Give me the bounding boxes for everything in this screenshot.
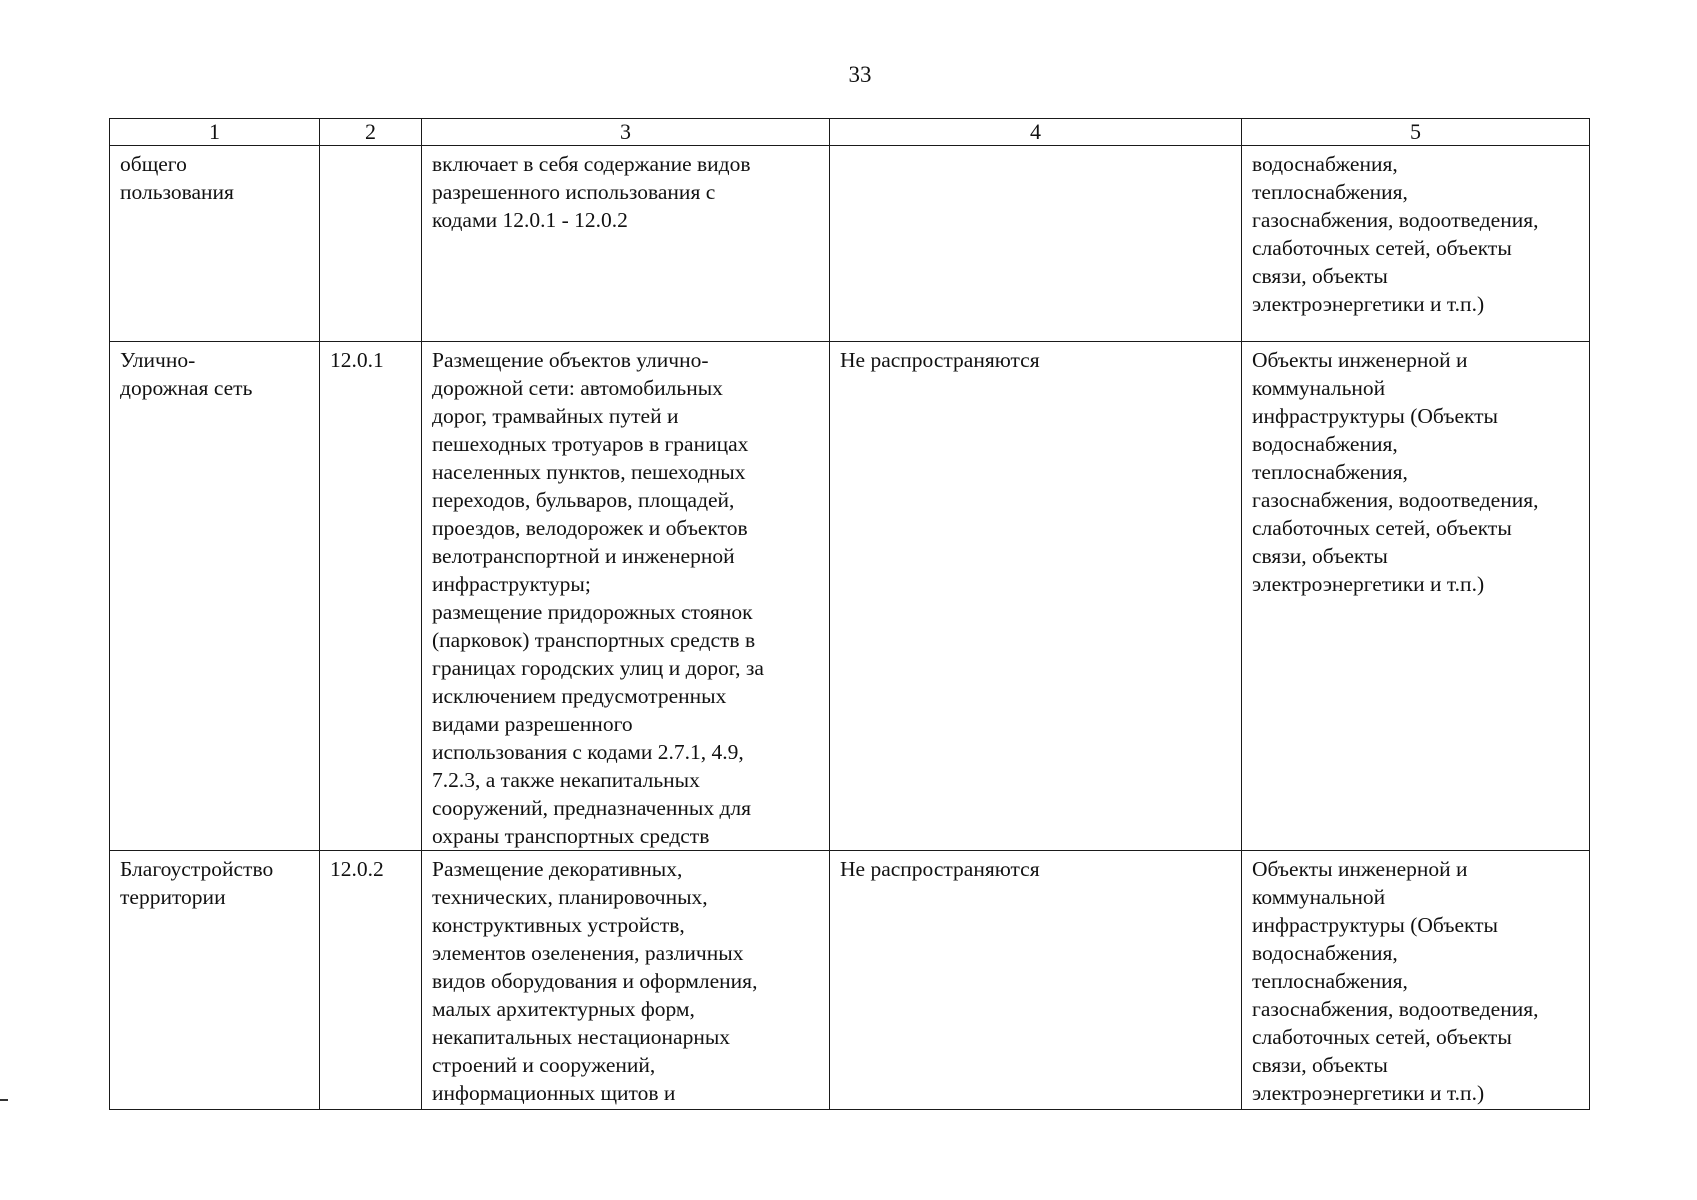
header-col-5: 5 bbox=[1242, 119, 1590, 146]
table-header bbox=[110, 119, 1590, 146]
use-name: общего пользования bbox=[120, 152, 234, 204]
header-col-2: 2 bbox=[320, 119, 422, 146]
use-code-cell bbox=[320, 146, 422, 342]
objects-cell bbox=[1242, 851, 1590, 1110]
use-description: включает в себя содержание видов разрешенного использования с кодами 12.0.1 - 12.0.2 bbox=[432, 152, 751, 232]
objects-cell bbox=[1242, 342, 1590, 851]
restrictions-cell bbox=[830, 146, 1242, 342]
header-col-4: 4 bbox=[830, 119, 1242, 146]
header-row bbox=[110, 119, 1590, 146]
description-cell bbox=[422, 146, 830, 342]
use-restrictions: Не распространяются bbox=[840, 857, 1040, 881]
page-number: 33 bbox=[848, 62, 872, 87]
table-row bbox=[110, 851, 1590, 1110]
use-description: Размещение объектов улично- дорожной сети: автомобильных дорог, трамвайных путей и пешеходных тротуаров в границах населенных пунктов, пешеходных переходов, бульваров, площадей, проездов, велодорожек и объектов велотранспортной и инженерной инфраструктуры; размещение придорожных стоянок (парковок) транспортных средств в границах городских улиц и дорог, за исключением предусмотренных видами разрешенного использования с кодами 2.7.1, 4.9, 7.2.3, а также некапитальных сооружений, предназначенных для охраны транспортных средств bbox=[432, 348, 764, 848]
use-name-cell bbox=[110, 342, 320, 851]
use-description: Размещение декоративных, технических, планировочных, конструктивных устройств, элементов озеленения, различных видов оборудования и оформления, малых архитектурных форм, некапитальных нестационарных строений и сооружений, информационных щитов и bbox=[432, 857, 758, 1105]
use-code: 12.0.1 bbox=[330, 348, 384, 372]
use-code-cell bbox=[320, 342, 422, 851]
description-cell bbox=[422, 851, 830, 1110]
restrictions-cell bbox=[830, 851, 1242, 1110]
header-col-3: 3 bbox=[422, 119, 830, 146]
header-col-1: 1 bbox=[110, 119, 320, 146]
use-objects: Объекты инженерной и коммунальной инфраструктуры (Объекты водоснабжения, теплоснабжения, газоснабжения, водоотведения, слаботочных сетей, объекты связи, объекты электроэнергетики и т.п.) bbox=[1252, 857, 1539, 1105]
use-restrictions: Не распространяются bbox=[840, 348, 1040, 372]
use-name-cell bbox=[110, 851, 320, 1110]
margin-mark bbox=[0, 1099, 8, 1101]
table-row bbox=[110, 146, 1590, 342]
use-code-cell bbox=[320, 851, 422, 1110]
use-name: Улично- дорожная сеть bbox=[120, 348, 253, 400]
land-use-table bbox=[109, 118, 1590, 1110]
description-cell bbox=[422, 342, 830, 851]
objects-cell bbox=[1242, 146, 1590, 342]
use-code: 12.0.2 bbox=[330, 857, 384, 881]
use-name-cell bbox=[110, 146, 320, 342]
use-name: Благоустройство территории bbox=[120, 857, 274, 909]
table-body bbox=[110, 146, 1590, 1110]
use-objects: Объекты инженерной и коммунальной инфраструктуры (Объекты водоснабжения, теплоснабжения, газоснабжения, водоотведения, слаботочных сетей, объекты связи, объекты электроэнергетики и т.п.) bbox=[1252, 348, 1539, 596]
restrictions-cell bbox=[830, 342, 1242, 851]
use-objects: водоснабжения, теплоснабжения, газоснабжения, водоотведения, слаботочных сетей, объекты связи, объекты электроэнергетики и т.п.) bbox=[1252, 152, 1539, 316]
table-row bbox=[110, 342, 1590, 851]
